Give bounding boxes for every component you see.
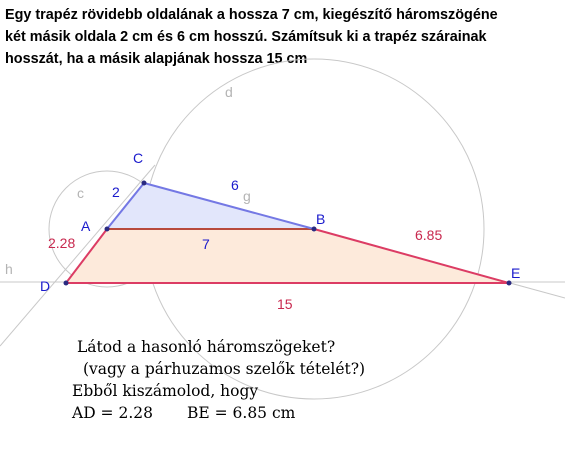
length-label-de: 15 xyxy=(277,296,293,312)
point-e xyxy=(507,281,512,286)
object-label-c: c xyxy=(77,185,84,201)
result-ad: AD = 2.28 xyxy=(72,404,153,422)
object-label-d: d xyxy=(225,84,233,100)
point-label-d: D xyxy=(40,278,51,294)
length-label-ca: 2 xyxy=(112,184,120,200)
point-c xyxy=(142,181,147,186)
explanation-text xyxy=(72,336,365,424)
point-d xyxy=(64,281,69,286)
problem-line-1: Egy trapéz rövidebb oldalának a hossza 7 cm, kiegészítő háromszögéne xyxy=(5,7,498,23)
problem-line-2: két másik oldala 2 cm és 6 cm hosszú. Számítsuk ki a trapéz szárainak xyxy=(5,29,487,45)
point-a xyxy=(105,227,110,232)
note-line-1: Látod a hasonló háromszögeket? xyxy=(77,338,336,356)
point-label-e: E xyxy=(511,265,521,281)
note-result-line xyxy=(72,402,365,424)
point-label-a: A xyxy=(81,218,91,234)
length-label-be: 6.85 xyxy=(415,227,443,243)
length-label-ad: 2.28 xyxy=(48,235,76,251)
object-label-h: h xyxy=(5,261,13,277)
note-line-2: (vagy a párhuzamos szelők tételét?) xyxy=(83,360,366,378)
point-label-b: B xyxy=(316,211,326,227)
length-label-ab: 7 xyxy=(202,236,210,252)
result-be: BE = 6.85 cm xyxy=(186,404,296,422)
point-label-c: C xyxy=(133,150,144,166)
problem-line-3: hosszát, ha a másik alapjának hossza 15 cm xyxy=(5,51,308,67)
length-label-cb: 6 xyxy=(231,177,239,193)
trapezoid-abed xyxy=(66,229,509,283)
point-b xyxy=(312,227,317,232)
object-label-g: g xyxy=(243,188,251,204)
note-line-3: Ebből kiszámolod, hogy xyxy=(72,382,259,400)
